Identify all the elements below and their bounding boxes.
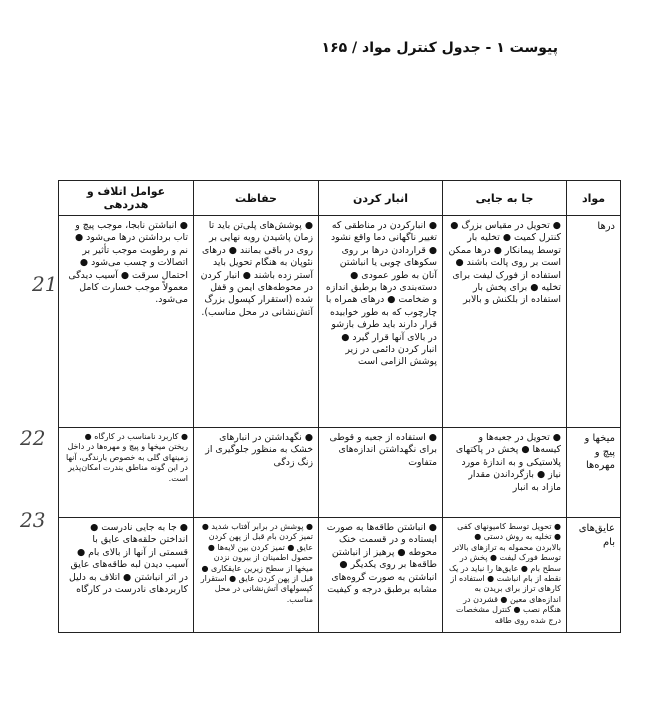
handwritten-number: 23 <box>20 508 46 532</box>
storage-cell: ● انباشتن طاقه‌ها به صورت ایستاده و در قسمت خنک محوطه ● پرهیز از انباشتن طاقه‌ها بر روی یکدیگر ● انباشتن به صورت گروه‌های مشابه برطبق درجه و کیفیت <box>319 518 443 633</box>
protection-cell: ● پوشش در برابر آفتاب شدید ● تمیز کردن بام قبل از پهن کردن عایق ● تمیز کردن بین لایه‌ها ● حصول اطمینان از بیرون نزدن میخها از سطح زیرین عایقکاری ● قبل از پهن کردن عایق ● استقرار کپسولهای آتش‌نشانی در محل مناسب. <box>194 518 319 633</box>
waste-cell: ● کاربرد نامناسب در کارگاه ● ریختن میخها و پیچ و مهره‌ها در داخل زمینهای گلی به خصوص بارندگی، آنها در این گونه مناطق بندرت امکان‌پذیر است. <box>59 428 194 518</box>
handwritten-number: 22 <box>20 426 46 450</box>
column-header-storage: انبار کردن <box>319 181 443 216</box>
column-header-material: مواد <box>567 181 621 216</box>
handling-cell: ● تحویل در مقیاس بزرگ ● کنترل کمیت ● تخلیه بار توسط پیمانکار ● درها ممکن است بر روی پالت باشند ● استفاده از فورک لیفت برای تخلیه ● برای پخش بار استفاده از بلکنش و بالابر <box>443 216 567 428</box>
table-row <box>59 518 621 633</box>
column-header-handling: جا به جایی <box>443 181 567 216</box>
waste-cell: ● جا به جایی نادرست ● انداختن حلقه‌های عایق با قسمتی از آنها از بالای بام ● آسیب دیدن لبه طاقه‌های عایق در اثر انباشتن ● اتلاف به دلیل کاربردهای نادرست در کارگاه <box>59 518 194 633</box>
storage-cell: ● استفاده از جعبه و قوطی برای نگهداشتن اندازه‌های متفاوت <box>319 428 443 518</box>
handling-cell: ● تحویل در جعبه‌ها و کیسه‌ها ● پخش در پاکتهای پلاستیکی و به اندازهٔ مورد نیاز ● بازگرداندن مقدار مازاد به انبار <box>443 428 567 518</box>
storage-cell: ● انبارکردن در مناطقی که تغییر ناگهانی دما واقع نشود ● قراردادن درها بر روی سکوهای چوبی یا انباشتن آنان به طور عمودی ● دسته‌بندی درها برطبق اندازه و ضخامت ● درهای همراه با چارچوب که به طور خوابیده قرار دارند باید طرف بازشو در بالای آنها قرار گیرد ● انبار کردن دائمی در زیر پوشش الزامی است <box>319 216 443 428</box>
handwritten-number: 21 <box>32 272 58 296</box>
column-header-protection: حفاظت <box>194 181 319 216</box>
table-row <box>59 428 621 518</box>
material-cell: عایق‌های بام <box>567 518 621 633</box>
protection-cell: ● پوشش‌های پلی‌تن باید تا زمان پاشیدن رویه نهایی بر روی در باقی بمانند ● درهای نئوپان به هنگام تحویل باید آستر زده باشند ● انبار کردن در محوطه‌های ایمن و قفل شده (استقرار کپسول بزرگ آتش‌نشانی در محل مناسب). <box>194 216 319 428</box>
materials-control-table <box>58 180 621 633</box>
material-cell: میخها و پیچ و مهره‌ها <box>567 428 621 518</box>
material-cell: درها <box>567 216 621 428</box>
protection-cell: ● نگهداشتن در انبارهای خشک به منظور جلوگیری از زنگ زدگی <box>194 428 319 518</box>
waste-cell: ● انباشتن نابجا، موجب پیچ و تاب برداشتن درها می‌شود ● نم و رطوبت موجب تأثیر بر اتصالات و چسب می‌شود ● احتمال سرقت ● آسیب دیدگی معمولاً موجب خسارت کامل می‌شود. <box>59 216 194 428</box>
table-row <box>59 216 621 428</box>
table-header-row <box>59 181 621 216</box>
column-header-waste: عوامل اتلاف و هدردهی <box>59 181 194 216</box>
page-header: پیوست ۱ - جدول کنترل مواد / ۱۶۵ <box>321 40 558 56</box>
handling-cell: ● تحویل توسط کامیونهای کفی ● تخلیه به روش دستی ● بالابردن محموله به ترازهای بالاتر توسط فورک لیفت ● پخش در سطح بام ● عایق‌ها را نباید در یک نقطه از بام انباشت ● استفاده از کارهای تراز برای بریدن به اندازه‌های معین ● قشردن در هنگام نصب ● کنترل مشخصات درج شده روی طاقه <box>443 518 567 633</box>
